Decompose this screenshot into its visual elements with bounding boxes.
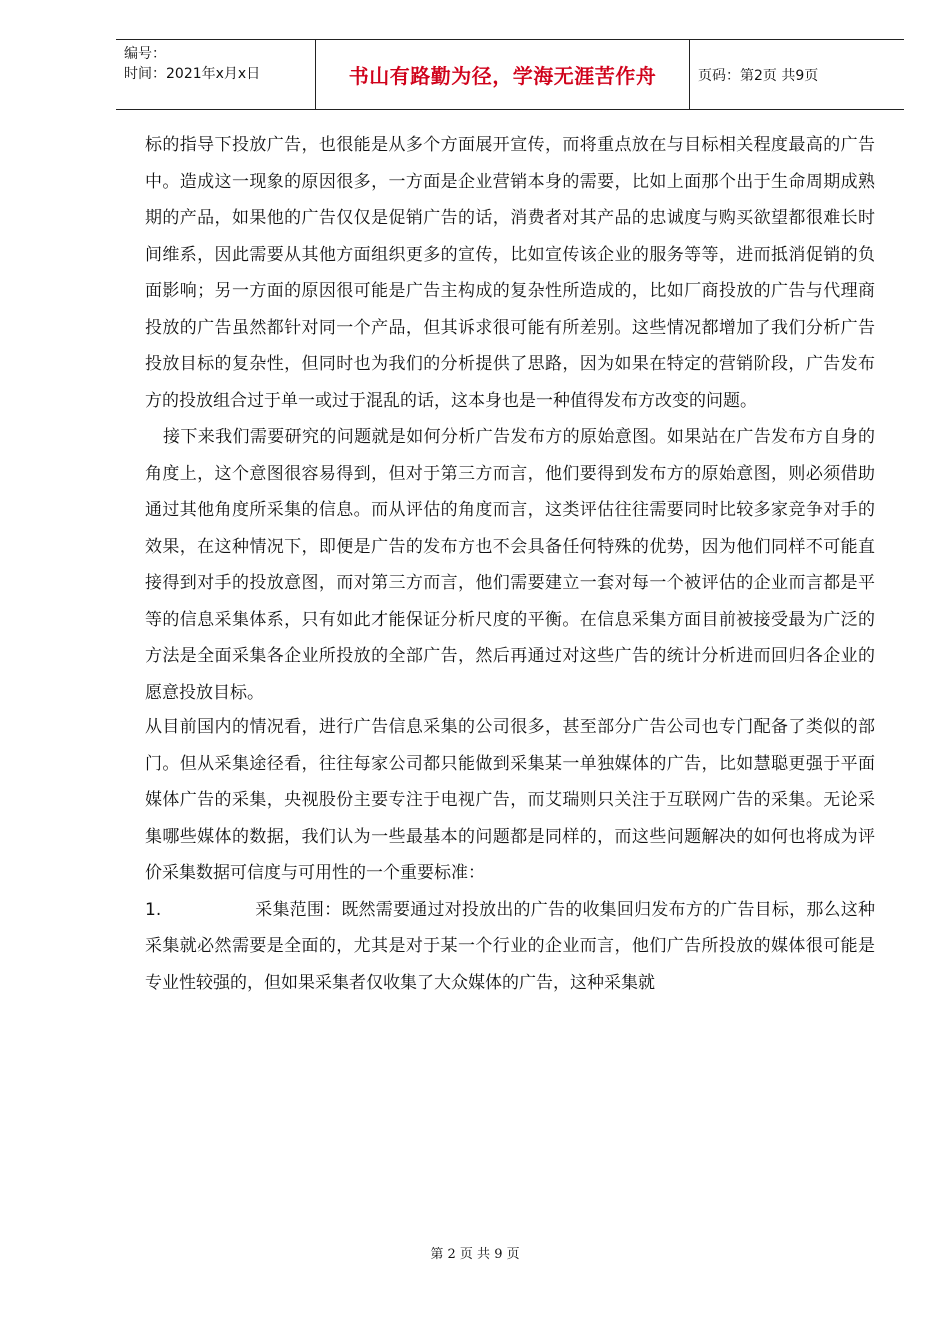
document-time-label: 时间：2021年x月x日: [124, 66, 261, 82]
body-paragraph-3: 从目前国内的情况看，进行广告信息采集的公司很多，甚至部分广告公司也专门配备了类似的部门。但从采集途径看，往往每家公司都只能做到采集某一单独媒体的广告，比如慧聪更强于平面媒体广告的采集，央视股份主要专注于电视广告，而艾瑞则只关注于互联网广告的采集。无论采集哪些媒体的数据，我们认为一些最基本的问题都是同样的，而这些问题解决的如何也将成为评价采集数据可信度与可用性的一个重要标准：: [145, 717, 875, 883]
list-item-text: 采集范围：既然需要通过对投放出的广告的收集回归发布方的广告目标，那么这种采集就必然需要是全面的，尤其是对于某一个行业的企业而言，他们广告所投放的媒体很可能是专业性较强的，但如果采集者仅收集了大众媒体的广告，这种采集就: [145, 899, 875, 993]
document-number-label: 编号：: [124, 46, 166, 62]
header-meta: [116, 40, 316, 109]
document-body: [145, 127, 875, 1001]
body-paragraph-2: 接下来我们需要研究的问题就是如何分析广告发布方的原始意图。如果站在广告发布方自身的角度上，这个意图很容易得到，但对于第三方而言，他们要得到发布方的原始意图，则必须借助通过其他角度所采集的信息。而从评估的角度而言，这类评估往往需要同时比较多家竞争对手的效果，在这种情况下，即便是广告的发布方也不会具备任何特殊的优势，因为他们同样不可能直接得到对手的投放意图，而对第三方而言，他们需要建立一套对每一个被评估的企业而言都是平等的信息采集体系，只有如此才能保证分析尺度的平衡。在信息采集方面目前被接受最为广泛的方法是全面采集各企业所投放的全部广告，然后再通过对这些广告的统计分析进而回归各企业的愿意投放目标。: [145, 427, 875, 703]
list-item-number: 1.: [145, 899, 162, 920]
page-footer: 第 2 页 共 9 页: [430, 1247, 520, 1262]
page-header: [116, 39, 904, 110]
list-item-1: [145, 892, 875, 1002]
header-motto: 书山有路勤为径，学海无涯苦作舟: [316, 40, 690, 109]
body-paragraph-1: 标的指导下投放广告，也很能是从多个方面展开宣传，而将重点放在与目标相关程度最高的广告中。造成这一现象的原因很多，一方面是企业营销本身的需要，比如上面那个出于生命周期成熟期的产品，如果他的广告仅仅是促销广告的话，消费者对其产品的忠诚度与购买欲望都很难长时间维系，因此需要从其他方面组织更多的宣传，比如宣传该企业的服务等等，进而抵消促销的负面影响；另一方面的原因很可能是广告主构成的复杂性所造成的，比如厂商投放的广告与代理商投放的广告虽然都针对同一个产品，但其诉求很可能有所差别。这些情况都增加了我们分析广告投放目标的复杂性，但同时也为我们的分析提供了思路，因为如果在特定的营销阶段，广告发布方的投放组合过于单一或过于混乱的话，这本身也是一种值得发布方改变的问题。: [145, 135, 875, 411]
header-page-label: 页码：第2页 共9页: [698, 67, 819, 84]
